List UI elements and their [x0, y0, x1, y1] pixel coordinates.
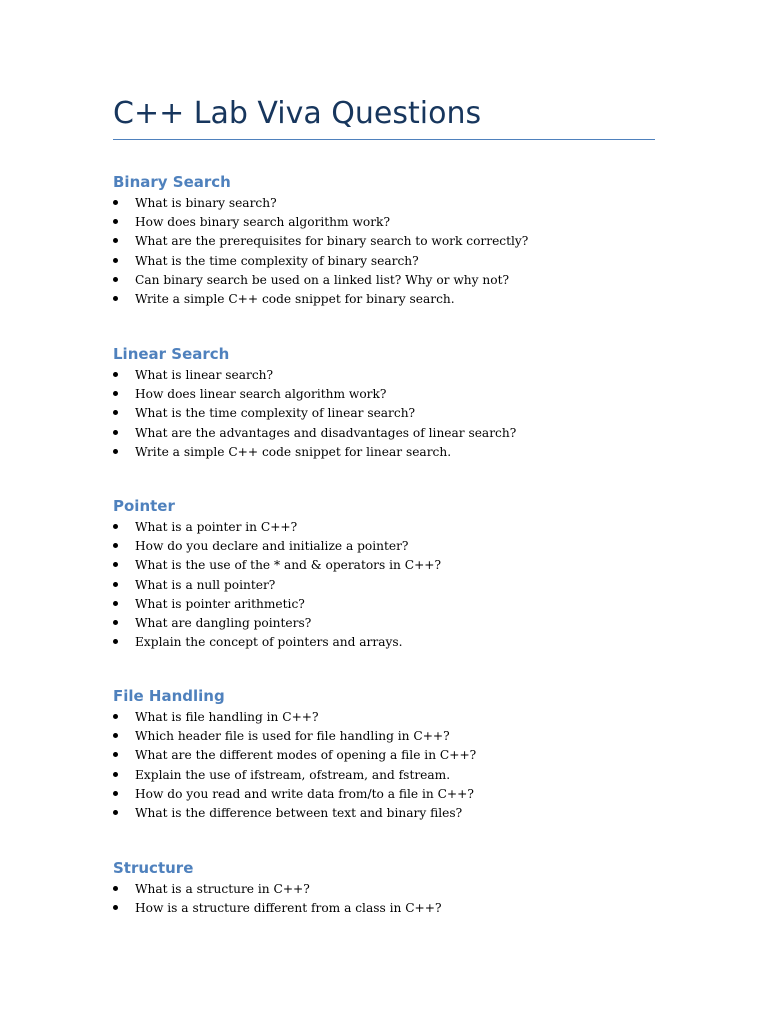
question-item — [113, 576, 673, 595]
question-item — [113, 537, 673, 556]
section-structure — [113, 858, 673, 918]
section-file-handling — [113, 686, 673, 823]
section-heading: Structure — [113, 859, 194, 877]
question-text: What is a pointer in C++? — [135, 520, 298, 534]
question-item — [113, 899, 673, 918]
bullet-icon — [113, 238, 118, 243]
bullet-icon — [113, 772, 118, 777]
question-item — [113, 366, 673, 385]
question-item — [113, 804, 673, 823]
question-item — [113, 746, 673, 765]
bullet-icon — [113, 905, 118, 910]
question-text: What is binary search? — [135, 196, 277, 210]
bullet-icon — [113, 410, 118, 415]
bullet-icon — [113, 733, 118, 738]
question-list — [113, 366, 673, 462]
question-text: What is the time complexity of binary search? — [135, 253, 419, 268]
bullet-icon — [113, 752, 118, 757]
question-text: What is file handling in C++? — [135, 710, 319, 724]
question-list — [113, 518, 673, 652]
question-text: What are dangling pointers? — [135, 615, 312, 630]
question-item — [113, 614, 673, 633]
section-linear-search — [113, 344, 673, 462]
question-text: What are the prerequisites for binary search to work correctly? — [135, 234, 529, 249]
question-item — [113, 785, 673, 804]
question-item — [113, 213, 673, 232]
question-text: What is a structure in C++? — [135, 882, 310, 896]
question-item — [113, 708, 673, 727]
bullet-icon — [113, 258, 118, 263]
question-item — [113, 727, 673, 746]
question-item — [113, 385, 673, 404]
question-text: What is the use of the * and & operators in C++? — [135, 558, 442, 573]
bullet-icon — [113, 810, 118, 815]
title-underline-rule — [113, 139, 655, 140]
bullet-icon — [113, 582, 118, 587]
bullet-icon — [113, 296, 118, 301]
section-pointer — [113, 496, 673, 652]
question-item — [113, 424, 673, 443]
question-text: What are the different modes of opening a file in C++? — [135, 748, 477, 763]
question-list — [113, 194, 673, 309]
question-text: Explain the concept of pointers and arrays. — [135, 635, 403, 650]
question-item — [113, 252, 673, 271]
question-list — [113, 880, 673, 918]
question-text: How is a structure different from a class in C++? — [135, 901, 442, 916]
question-text: Write a simple C++ code snippet for linear search. — [135, 444, 452, 459]
question-item — [113, 404, 673, 423]
question-text: Can binary search be used on a linked list? Why or why not? — [135, 272, 510, 287]
bullet-icon — [113, 562, 118, 567]
bullet-icon — [113, 277, 118, 282]
question-text: Which header file is used for file handling in C++? — [135, 729, 450, 744]
question-item — [113, 556, 673, 575]
bullet-icon — [113, 372, 118, 377]
question-text: How do you read and write data from/to a file in C++? — [135, 786, 474, 801]
section-binary-search — [113, 172, 673, 309]
bullet-icon — [113, 200, 118, 205]
question-item — [113, 194, 673, 213]
question-text: Explain the use of ifstream, ofstream, and fstream. — [135, 767, 451, 782]
section-heading: File Handling — [113, 687, 225, 705]
question-text: What is pointer arithmetic? — [135, 596, 305, 611]
question-item — [113, 595, 673, 614]
question-text: How does linear search algorithm work? — [135, 387, 387, 402]
section-heading: Binary Search — [113, 173, 231, 191]
question-text: How does binary search algorithm work? — [135, 215, 390, 230]
question-item — [113, 271, 673, 290]
bullet-icon — [113, 391, 118, 396]
bullet-icon — [113, 601, 118, 606]
question-text: What are the advantages and disadvantages of linear search? — [135, 425, 517, 440]
section-heading: Linear Search — [113, 345, 230, 363]
bullet-icon — [113, 524, 118, 529]
question-text: What is linear search? — [135, 368, 274, 382]
document-title: C++ Lab Viva Questions — [113, 96, 482, 131]
question-text: What is a null pointer? — [135, 577, 276, 592]
section-heading: Pointer — [113, 497, 175, 515]
question-item — [113, 633, 673, 652]
question-item — [113, 880, 673, 899]
bullet-icon — [113, 639, 118, 644]
question-text: Write a simple C++ code snippet for binary search. — [135, 291, 455, 306]
question-item — [113, 766, 673, 785]
question-item — [113, 443, 673, 462]
bullet-icon — [113, 430, 118, 435]
bullet-icon — [113, 219, 118, 224]
bullet-icon — [113, 543, 118, 548]
question-text: How do you declare and initialize a pointer? — [135, 539, 409, 554]
question-item — [113, 232, 673, 251]
bullet-icon — [113, 714, 118, 719]
question-list — [113, 708, 673, 823]
question-text: What is the difference between text and binary files? — [135, 805, 463, 820]
bullet-icon — [113, 449, 118, 454]
question-text: What is the time complexity of linear search? — [135, 406, 416, 421]
question-item — [113, 518, 673, 537]
question-item — [113, 290, 673, 309]
bullet-icon — [113, 886, 118, 891]
bullet-icon — [113, 791, 118, 796]
bullet-icon — [113, 620, 118, 625]
